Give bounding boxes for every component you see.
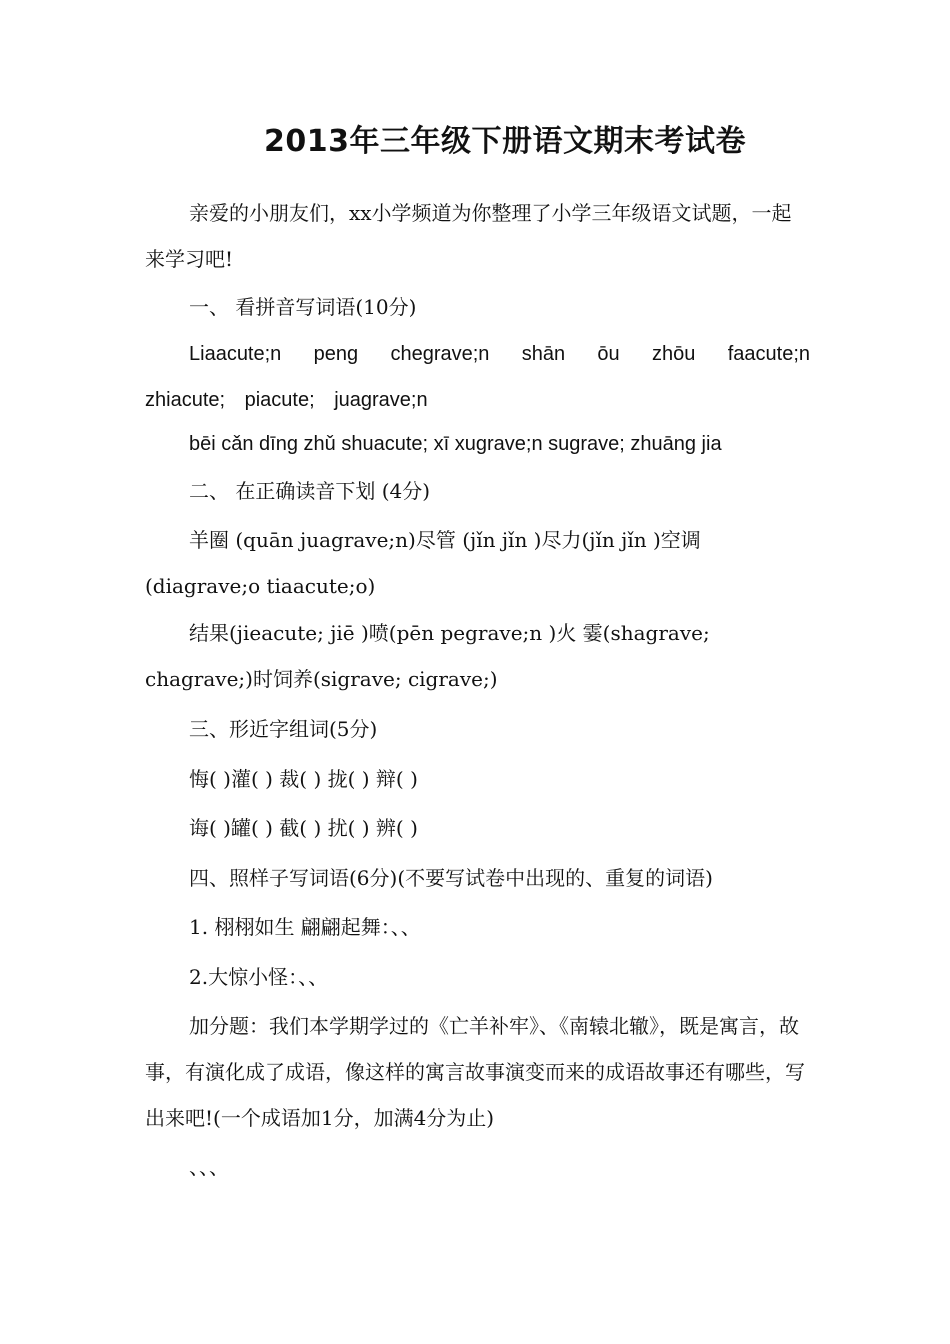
section1-heading: 一、 看拼音写词语(10分) [189, 295, 417, 319]
section4-item2: 2.大惊小怪：、、 [189, 965, 329, 989]
section1-pinyin-line2: bēi cǎn dīng zhǔ shuacute; xī xugrave;n sugrave; zhuāng jia [189, 433, 722, 455]
section3-line2: 诲( )罐( ) 截( ) 扰( ) 辨( ) [189, 816, 418, 840]
document-title: 2013年三年级下册语文期末考试卷 [264, 124, 746, 159]
section3-heading: 三、形近字组词(5分) [189, 717, 378, 741]
section4-item1: 1. 栩栩如生 翩翩起舞：、、 [189, 915, 421, 939]
section1-pinyin-line1: Liaacute;n peng chegrave;n shān ōu zhōu faacute;n zhiacute; piacute; juagrave;n [145, 343, 810, 411]
section4-heading: 四、照样子写词语(6分)(不要写试卷中出现的、重复的词语) [189, 866, 713, 890]
section2-line1: 羊圈 (quān juagrave;n)尽管 (jǐn jǐn )尽力(jǐn jǐn )空调(diagrave;o tiaacute;o) [145, 528, 701, 598]
section2-heading: 二、 在正确读音下划 (4分) [189, 479, 431, 503]
section3-line1: 悔( )灌( ) 裁( ) 拢( ) 辩( ) [189, 767, 418, 791]
intro-paragraph: 亲爱的小朋友们，xx小学频道为你整理了小学三年级语文试题，一起来学习吧! [145, 201, 792, 271]
bonus-question: 加分题：我们本学期学过的《亡羊补牢》、《南辕北辙》，既是寓言，故事，有演化成了成语，像这样的寓言故事演变而来的成语故事还有哪些，写出来吧!(一个成语加1分，加满4分为止) [145, 1014, 805, 1130]
section2-line2: 结果(jieacute; jiē )喷(pēn pegrave;n )火 霎(shagrave; chagrave;)时饲养(sigrave; cigrave;) [145, 621, 710, 691]
bonus-answer-blanks: 、、、 [189, 1155, 229, 1179]
